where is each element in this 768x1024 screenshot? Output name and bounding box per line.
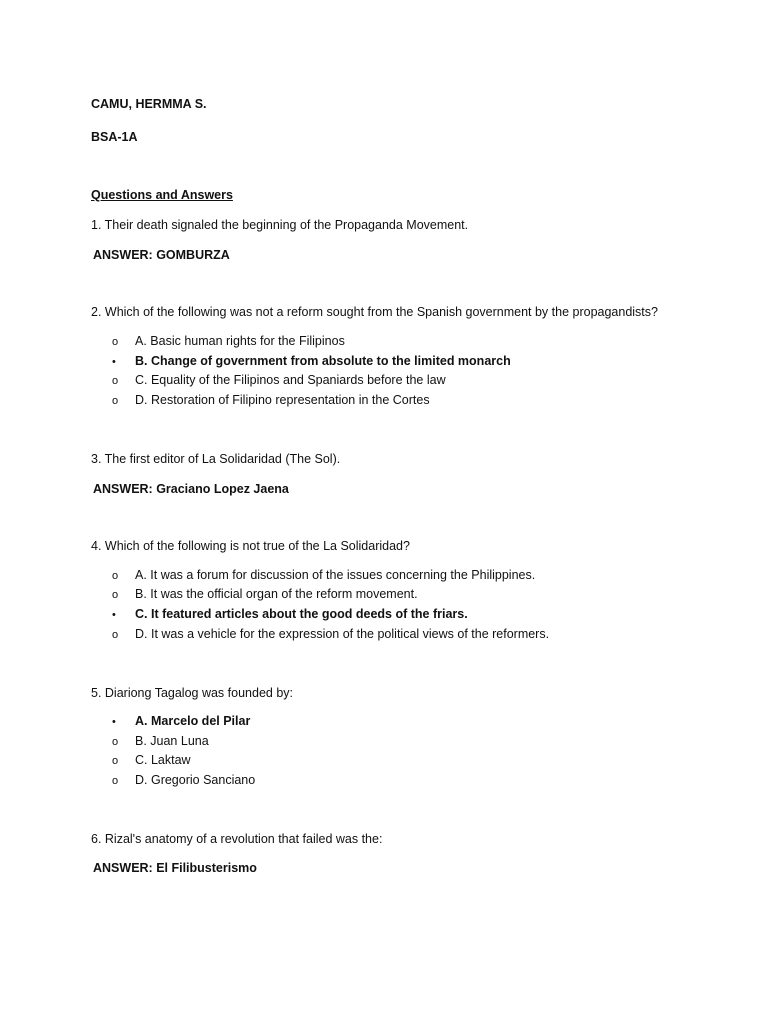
hollow-bullet-icon: o (112, 736, 119, 748)
option-5d (112, 772, 255, 789)
option-label: A. It was a forum for discussion of the issues concerning the Philippines. (135, 568, 536, 582)
question-1: 1. Their death signaled the beginning of the Propaganda Movement. (91, 218, 469, 232)
filled-bullet-icon: • (112, 609, 116, 621)
option-label: C. Equality of the Filipinos and Spaniards before the law (135, 373, 446, 387)
option-4a (112, 567, 535, 584)
option-label: B. Change of government from absolute to the limited monarch (135, 354, 511, 368)
answer-3: ANSWER: Graciano Lopez Jaena (93, 482, 289, 496)
hollow-bullet-icon: o (112, 629, 119, 641)
hollow-bullet-icon: o (112, 336, 119, 348)
filled-bullet-icon: • (112, 716, 116, 728)
option-label: D. Restoration of Filipino representation in the Cortes (135, 393, 430, 407)
hollow-bullet-icon: o (112, 570, 119, 582)
student-section: BSA-1A (91, 130, 138, 144)
hollow-bullet-icon: o (112, 755, 119, 767)
option-5c (112, 752, 191, 769)
option-2b (112, 353, 511, 370)
option-4d (112, 626, 549, 643)
option-label: C. Laktaw (135, 753, 191, 767)
hollow-bullet-icon: o (112, 395, 119, 407)
answer-6: ANSWER: El Filibusterismo (93, 861, 257, 875)
option-label: A. Basic human rights for the Filipinos (135, 334, 345, 348)
question-4: 4. Which of the following is not true of the La Solidaridad? (91, 539, 410, 553)
option-label: B. Juan Luna (135, 734, 209, 748)
option-2d (112, 392, 430, 409)
answer-1: ANSWER: GOMBURZA (93, 248, 230, 262)
option-label: A. Marcelo del Pilar (135, 714, 251, 728)
hollow-bullet-icon: o (112, 589, 119, 601)
hollow-bullet-icon: o (112, 775, 119, 787)
option-5a (112, 713, 250, 730)
hollow-bullet-icon: o (112, 375, 119, 387)
option-label: C. It featured articles about the good deeds of the friars. (135, 607, 468, 621)
question-2: 2. Which of the following was not a reform sought from the Spanish government by the propagandists? (91, 305, 658, 319)
filled-bullet-icon: • (112, 356, 116, 368)
option-2c (112, 372, 446, 389)
question-6: 6. Rizal's anatomy of a revolution that failed was the: (91, 832, 383, 846)
option-label: B. It was the official organ of the reform movement. (135, 587, 418, 601)
option-2a (112, 333, 345, 350)
student-name: CAMU, HERMMA S. (91, 97, 207, 111)
option-label: D. Gregorio Sanciano (135, 773, 256, 787)
question-5: 5. Diariong Tagalog was founded by: (91, 686, 293, 700)
option-label: D. It was a vehicle for the expression of the political views of the reformers. (135, 627, 550, 641)
section-heading: Questions and Answers (91, 188, 233, 202)
option-4b (112, 586, 418, 603)
option-5b (112, 733, 209, 750)
question-3: 3. The first editor of La Solidaridad (The Sol). (91, 452, 341, 466)
option-4c (112, 606, 468, 623)
